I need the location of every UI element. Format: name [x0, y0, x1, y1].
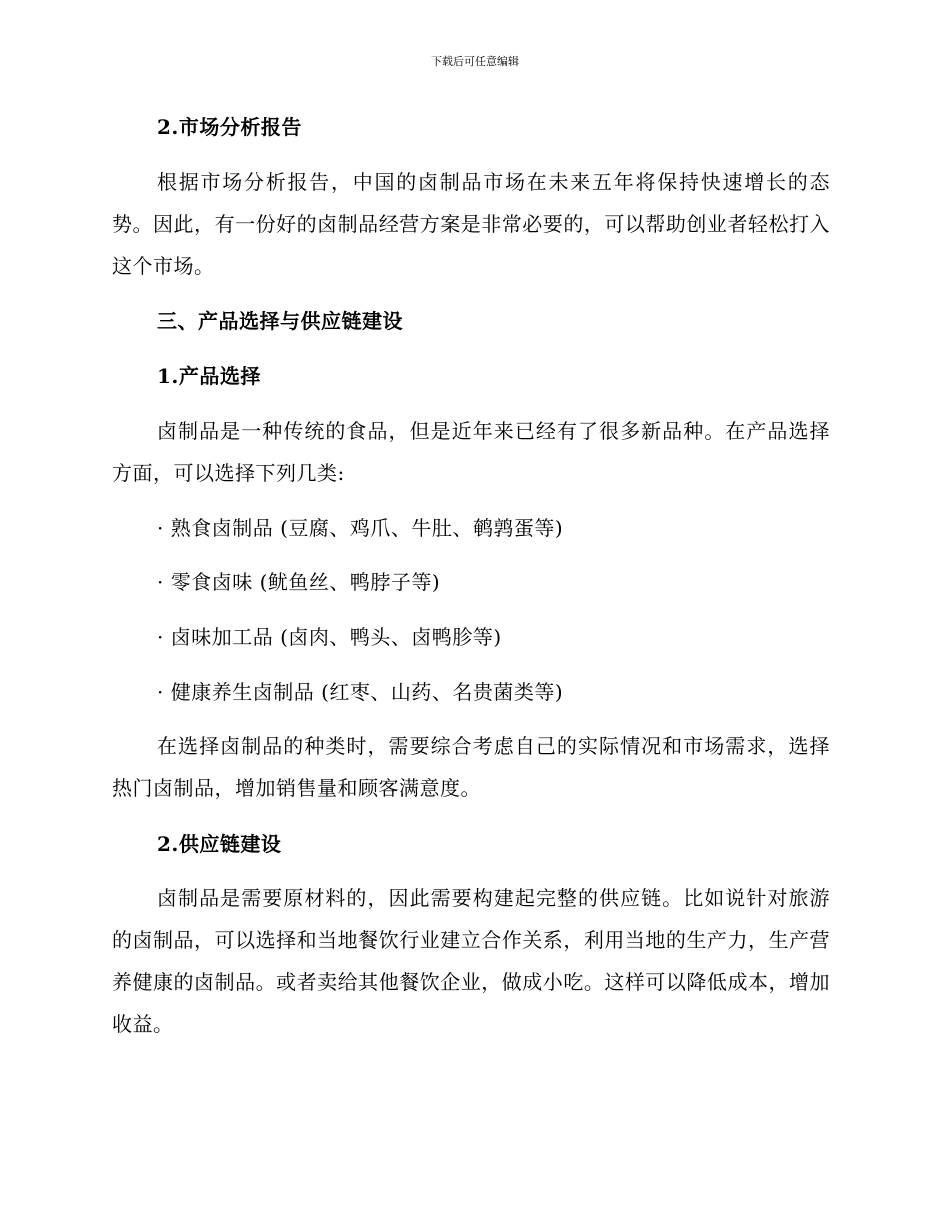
section-heading-market-report: 2.市场分析报告 — [157, 115, 302, 139]
paragraph-product: 卤制品是一种传统的食品，但是近年来已经有了很多新品种。在产品选择方面，可以选择下列几类: — [112, 419, 830, 485]
list-item: · 熟食卤制品 (豆腐、鸡爪、牛肚、鹌鹑蛋等) — [157, 516, 564, 540]
list-item: · 卤味加工品 (卤肉、鸭头、卤鸭胗等) — [157, 625, 502, 649]
chapter-heading-product-supply: 三、产品选择与供应链建设 — [157, 309, 403, 333]
section-heading-product-selection: 1.产品选择 — [157, 364, 261, 388]
section-heading-supply-chain: 2.供应链建设 — [157, 832, 282, 856]
paragraph-choose: 在选择卤制品的种类时，需要综合考虑自己的实际情况和市场需求，选择热门卤制品，增加销售量和顾客满意度。 — [112, 734, 830, 800]
list-item: · 零食卤味 (鱿鱼丝、鸭脖子等) — [157, 570, 441, 594]
page-header: 下载后可任意编辑 — [431, 55, 519, 68]
paragraph-market: 根据市场分析报告，中国的卤制品市场在未来五年将保持快速增长的态势。因此，有一份好的卤制品经营方案是非常必要的，可以帮助创业者轻松打入这个市场。 — [112, 170, 830, 278]
list-item: · 健康养生卤制品 (红枣、山药、名贵菌类等) — [157, 680, 564, 704]
paragraph-supply: 卤制品是需要原材料的，因此需要构建起完整的供应链。比如说针对旅游的卤制品，可以选择和当地餐饮行业建立合作关系，利用当地的生产力，生产营养健康的卤制品。或者卖给其他餐饮企业，做成小吃。这样可以降低成本，增加收益。 — [112, 886, 830, 1036]
